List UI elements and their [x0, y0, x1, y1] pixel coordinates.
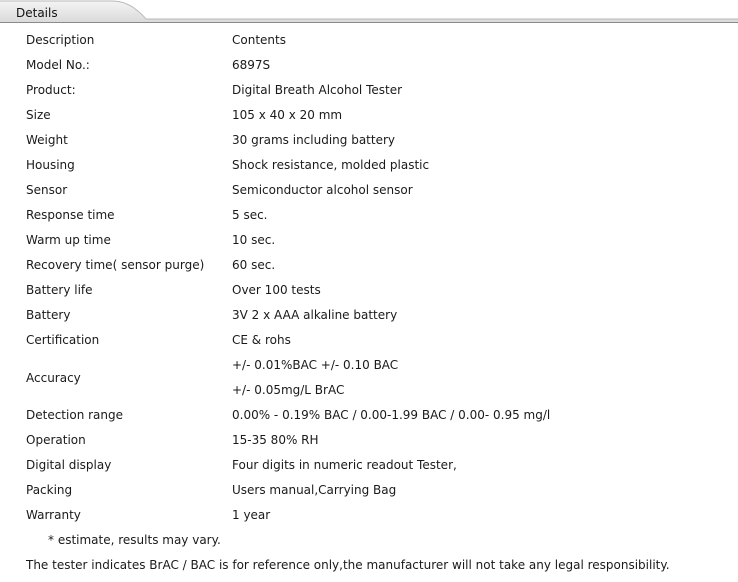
spec-value: 0.00% - 0.19% BAC / 0.00-1.99 BAC / 0.00- 0.95 mg/l [232, 408, 551, 422]
spec-value: Semiconductor alcohol sensor [232, 183, 413, 197]
accuracy-value-brac: +/- 0.05mg/L BrAC [232, 383, 345, 397]
spec-label: Product: [26, 83, 76, 97]
spec-row [0, 428, 738, 453]
spec-label: Weight [26, 133, 68, 147]
spec-label: Battery [26, 308, 71, 322]
spec-label: Packing [26, 483, 73, 497]
estimate-note: * estimate, results may vary. [48, 533, 221, 547]
spec-label: Operation [26, 433, 86, 447]
spec-table [0, 28, 738, 528]
spec-value: 10 sec. [232, 233, 276, 247]
spec-label: Accuracy [26, 371, 81, 385]
spec-row [0, 253, 738, 278]
spec-row [0, 303, 738, 328]
tab-shape [0, 0, 738, 24]
spec-label: Housing [26, 158, 75, 172]
spec-row [0, 103, 738, 128]
spec-row [0, 178, 738, 203]
spec-value: 30 grams including battery [232, 133, 396, 147]
spec-label: Battery life [26, 283, 93, 297]
spec-value: Users manual,Carrying Bag [232, 483, 397, 497]
spec-label: Description [26, 33, 95, 47]
spec-value: CE & rohs [232, 333, 291, 347]
spec-row [0, 128, 738, 153]
spec-row [0, 78, 738, 103]
spec-row [0, 453, 738, 478]
spec-label: Digital display [26, 458, 112, 472]
spec-label: Recovery time( sensor purge) [26, 258, 205, 272]
spec-row [0, 28, 738, 53]
spec-value: Shock resistance, molded plastic [232, 158, 430, 172]
spec-value: 3V 2 x AAA alkaline battery [232, 308, 398, 322]
spec-value: Over 100 tests [232, 283, 321, 297]
spec-value: 15-35 80% RH [232, 433, 319, 447]
spec-value: Four digits in numeric readout Tester, [232, 458, 457, 472]
spec-label: Warranty [26, 508, 81, 522]
spec-row [0, 53, 738, 78]
spec-value [232, 353, 398, 403]
spec-label: Certification [26, 333, 100, 347]
spec-value: 1 year [232, 508, 271, 522]
spec-label: Warm up time [26, 233, 111, 247]
spec-value: 60 sec. [232, 258, 276, 272]
spec-value: 5 sec. [232, 208, 268, 222]
spec-row [0, 403, 738, 428]
spec-row [0, 503, 738, 528]
spec-label: Response time [26, 208, 115, 222]
spec-row [0, 153, 738, 178]
spec-row [0, 228, 738, 253]
details-tab-bar [0, 0, 738, 24]
spec-label: Detection range [26, 408, 124, 422]
spec-value: Digital Breath Alcohol Tester [232, 83, 403, 97]
spec-label: Sensor [26, 183, 68, 197]
spec-row [0, 328, 738, 353]
accuracy-value-bac: +/- 0.01%BAC +/- 0.10 BAC [232, 358, 399, 372]
spec-row [0, 278, 738, 303]
disclaimer-text: The tester indicates BrAC / BAC is for reference only,the manufacturer will not take any legal responsibility. [26, 558, 670, 572]
spec-row [0, 478, 738, 503]
spec-label: Size [26, 108, 51, 122]
spec-row [0, 203, 738, 228]
spec-value: Contents [232, 33, 286, 47]
spec-value: 105 x 40 x 20 mm [232, 108, 343, 122]
tab-details[interactable]: Details [16, 6, 58, 20]
spec-value: 6897S [232, 58, 271, 72]
spec-row-accuracy [0, 353, 738, 403]
spec-label: Model No.: [26, 58, 90, 72]
